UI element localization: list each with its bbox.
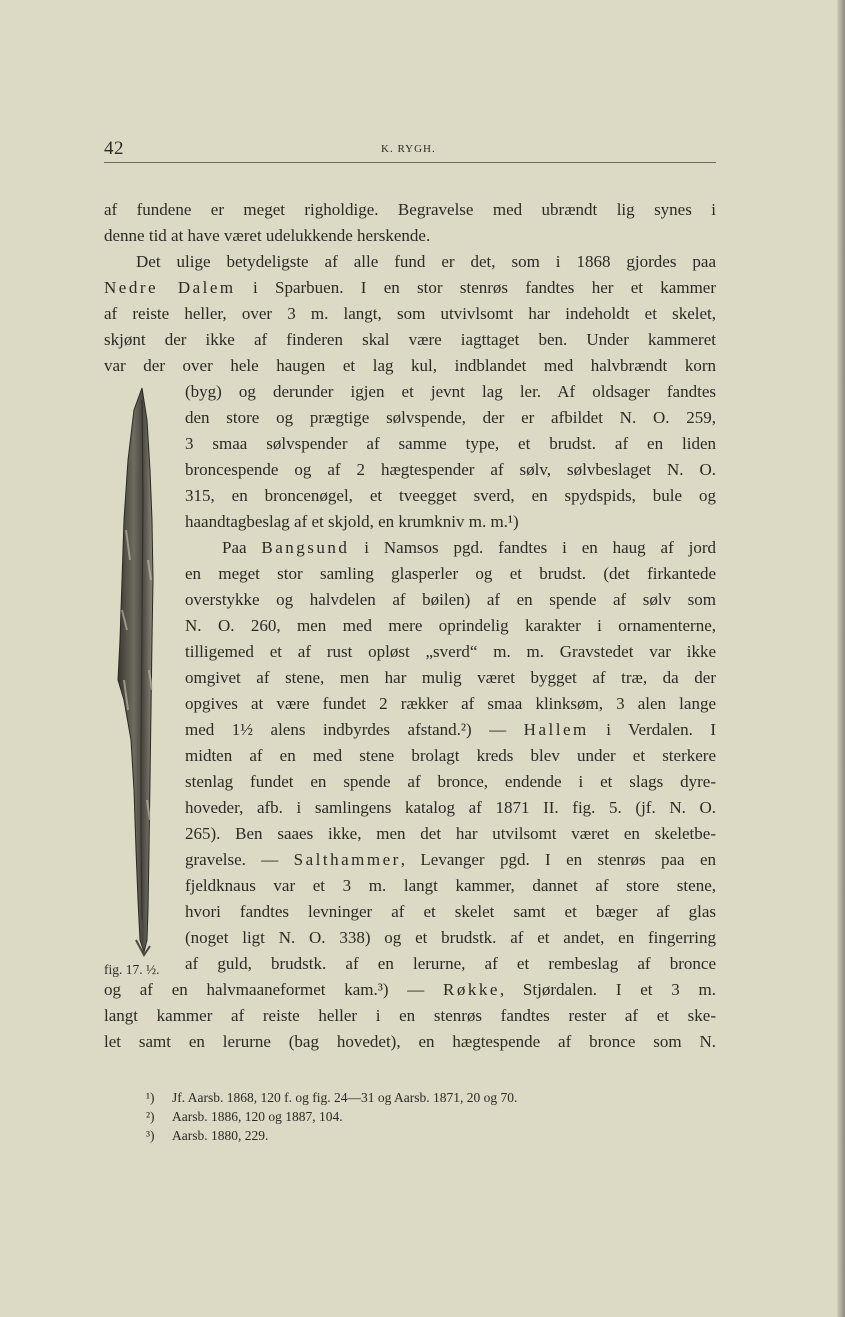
figure-caption: fig. 17. ½. — [104, 962, 160, 977]
text-line: var der over hele haugen et lag kul, indblandet med halvbrændt korn — [104, 356, 716, 375]
text-line: broncespende og af 2 hægtespender af sølv, sølvbeslaget N. O. — [185, 460, 716, 479]
text-span: i Sparbuen. I en stor stenrøs fandtes her et kammer — [235, 278, 716, 297]
text-line: en meget stor samling glasperler og et brudst. (det firkantede — [185, 564, 716, 583]
text-span: med 1½ alens indbyrdes afstand.²) — — [185, 720, 524, 739]
text-span: , Levanger pgd. I en stenrøs paa en — [400, 850, 716, 869]
text-line: opgives at være fundet 2 rækker af smaa klinksøm, 3 alen lange — [185, 694, 716, 713]
text-line — [104, 977, 716, 1003]
text-line: 315, en broncenøgel, et tveegget sverd, en spydspids, bule og — [185, 486, 716, 505]
text-line: hoveder, afb. i samlingens katalog af 1871 II. fig. 5. (jf. N. O. — [185, 798, 716, 817]
text-line: N. O. 260, men med mere oprindelig karakter i ornamenterne, — [185, 616, 716, 635]
text-span: Paa — [222, 538, 262, 557]
running-head: K. RYGH. — [381, 143, 436, 155]
text-span: i Verdalen. I — [588, 720, 716, 739]
text-line: den store og prægtige sølvspende, der er afbildet N. O. 259, — [185, 408, 716, 427]
spearhead-illustration — [114, 380, 164, 960]
text-line — [185, 847, 716, 873]
text-line — [185, 717, 716, 743]
text-line: af fundene er meget righoldige. Begravelse med ubrændt lig synes i — [104, 200, 716, 219]
text-line: haandtagbeslag af et skjold, en krumkniv m. m.¹) — [185, 512, 519, 531]
page-number: 42 — [104, 138, 124, 159]
text-line: Det ulige betydeligste af alle fund er det, som i 1868 gjordes paa — [136, 252, 716, 271]
place-name: Røkke — [443, 980, 500, 999]
text-line: hvori fandtes levninger af et skelet samt et bæger af glas — [185, 902, 716, 921]
text-line: fjeldknaus var et 3 m. langt kammer, dannet af store stene, — [185, 876, 716, 895]
text-line: overstykke og halvdelen af bøilen) af en spende af sølv som — [185, 590, 716, 609]
place-name: Hallem — [523, 720, 589, 739]
text-line: stenlag fundet en spende af bronce, endende i et slags dyre- — [185, 772, 716, 791]
text-line: 3 smaa sølvspender af samme type, et brudst. af en liden — [185, 434, 716, 453]
place-name: Nedre Dalem — [104, 278, 236, 297]
text-line: af guld, brudstk. af en lerurne, af et rembeslag af bronce — [185, 954, 716, 973]
text-span: , Stjørdalen. I et 3 m. — [499, 980, 716, 999]
footnote-text: Aarsb. 1886, 120 og 1887, 104. — [172, 1109, 343, 1124]
page-edge — [837, 0, 845, 1317]
footnote-text: Jf. Aarsb. 1868, 120 f. og fig. 24—31 og Aarsb. 1871, 20 og 70. — [172, 1090, 518, 1105]
text-line: midten af en med stene brolagt kreds blev under et sterkere — [185, 746, 716, 765]
place-name: Salthammer — [293, 850, 401, 869]
footnote-mark: ³) — [146, 1128, 155, 1143]
text-line: langt kammer af reiste heller i en stenrøs fandtes rester af et ske- — [104, 1006, 716, 1025]
footnote-mark: ²) — [146, 1109, 155, 1124]
text-line: omgivet af stene, men har mulig været bygget af træ, da der — [185, 668, 716, 687]
text-line: let samt en lerurne (bag hovedet), en hægtespende af bronce som N. — [104, 1032, 716, 1051]
text-span: i Namsos pgd. fandtes i en haug af jord — [349, 538, 716, 557]
text-span: og af en halvmaaneformet kam.³) — — [104, 980, 444, 999]
text-line: tilligemed et af rust opløst „sverd“ m. m. Gravstedet var ikke — [185, 642, 716, 661]
text-line: skjønt der ikke af finderen skal være iagttaget ben. Under kammeret — [104, 330, 716, 349]
text-line: denne tid at have været udelukkende herskende. — [104, 226, 431, 245]
text-line: (noget ligt N. O. 338) og et brudstk. af et andet, en fingerring — [185, 928, 716, 947]
footnote-text: Aarsb. 1880, 229. — [172, 1128, 269, 1143]
place-name: Bangsund — [261, 538, 350, 557]
text-line: af reiste heller, over 3 m. langt, som utvivlsomt har indeholdt et skelet, — [104, 304, 716, 323]
text-line: (byg) og derunder igjen et jevnt lag ler. Af oldsager fandtes — [185, 382, 716, 401]
text-line — [222, 535, 716, 561]
text-span: gravelse. — — [185, 850, 294, 869]
footnote — [146, 1108, 343, 1126]
footnote — [146, 1127, 268, 1145]
footnote — [146, 1089, 517, 1107]
text-line — [104, 275, 716, 301]
text-line: 265). Ben saaes ikke, men det har utvilsomt været en skeletbe- — [185, 824, 716, 843]
footnote-mark: ¹) — [146, 1090, 155, 1105]
header-rule — [104, 162, 716, 163]
